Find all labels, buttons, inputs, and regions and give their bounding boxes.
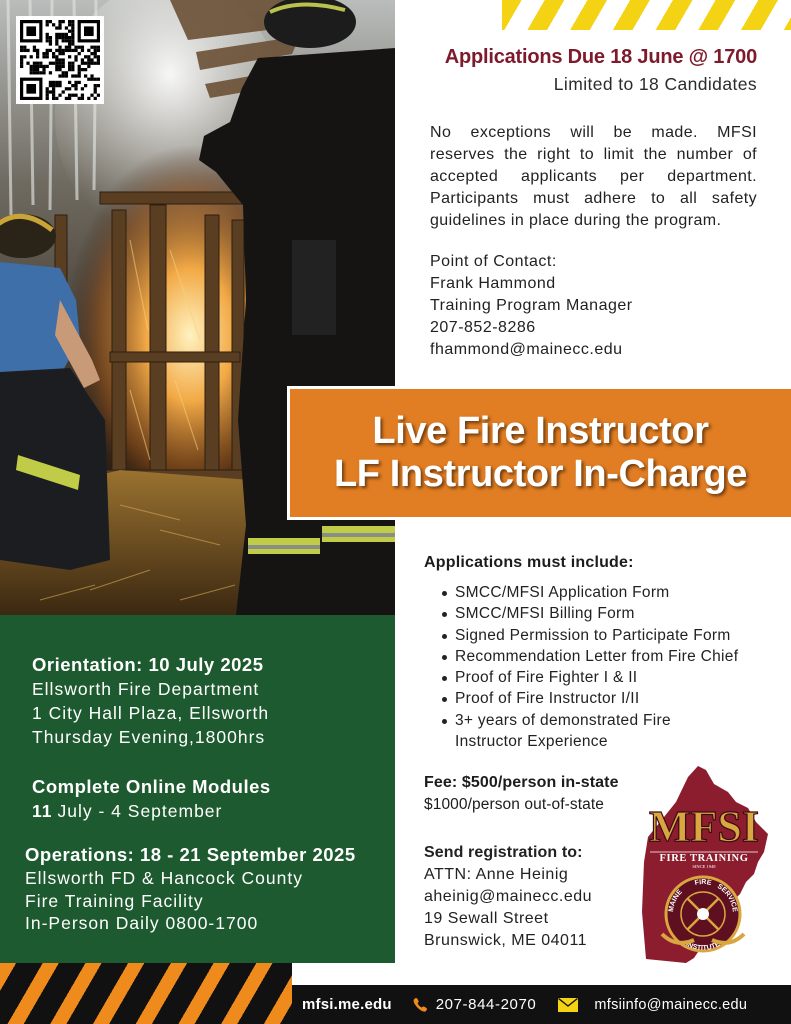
course-title-banner <box>287 386 791 520</box>
candidate-limit: Limited to 18 Candidates <box>553 74 757 94</box>
list-item: Proof of Fire Fighter I & II <box>440 667 764 688</box>
operations-line: Ellsworth FD & Hancock County <box>25 868 303 888</box>
application-requirements <box>424 552 764 752</box>
list-item: Recommendation Letter from Fire Chief <box>440 646 764 667</box>
emblem-ring-text: FIRE <box>694 878 712 887</box>
website-link[interactable]: mfsi.me.edu <box>302 996 392 1013</box>
envelope-icon <box>558 998 578 1012</box>
course-subtitle: LF Instructor In-Charge <box>333 453 748 495</box>
orientation-line: Ellsworth Fire Department <box>32 679 260 699</box>
logo-name: MFSI <box>649 802 759 851</box>
notice-line: Participants must adhere to all safety <box>430 190 757 207</box>
contact-name: Frank Hammond <box>430 275 556 292</box>
emblem-ring-text: SERVICE <box>715 883 738 913</box>
online-modules-block <box>32 775 271 823</box>
notice-line: No exceptions will be made. MFSI <box>430 124 757 141</box>
operations-line: In-Person Daily 0800-1700 <box>25 913 259 933</box>
emblem-ring-text: INSTITUTE <box>684 940 722 953</box>
online-modules-dates <box>32 799 271 823</box>
application-deadline: Applications Due 18 June @ 1700 <box>444 46 757 68</box>
online-modules-heading: Complete Online Modules <box>32 776 271 797</box>
maine-state-logo <box>636 762 776 967</box>
orientation-heading: Orientation: 10 July 2025 <box>32 654 264 675</box>
notice-line: reserves the right to limit the number of <box>430 146 757 163</box>
fee-block <box>424 772 619 816</box>
notice-paragraph <box>430 122 757 232</box>
firefighter-training-photo <box>0 0 395 615</box>
contact-label: Point of Contact: <box>430 253 557 270</box>
requirements-list <box>440 582 764 752</box>
notice-line: accepted applicants per department. <box>430 168 757 185</box>
registration-heading: Send registration to: <box>424 844 583 861</box>
orientation-line: Thursday Evening,1800hrs <box>32 727 266 747</box>
list-item: Signed Permission to Participate Form <box>440 625 764 646</box>
phone-icon <box>412 997 428 1013</box>
top-hazard-stripes <box>502 0 791 30</box>
point-of-contact <box>430 251 633 361</box>
contact-email-link[interactable]: fhammond@mainecc.edu <box>430 341 623 358</box>
logo-subtitle: FIRE TRAINING <box>659 853 749 864</box>
modules-start-day: 11 <box>32 801 53 821</box>
course-title: Live Fire Instructor <box>372 410 709 452</box>
orientation-line: 1 City Hall Plaza, Ellsworth <box>32 703 270 723</box>
operations-heading: Operations: 18 - 21 September 2025 <box>25 844 356 865</box>
registration-email-link[interactable]: aheinig@mainecc.edu <box>424 888 593 905</box>
modules-date-range: July - 4 September <box>57 801 223 821</box>
registration-attn: ATTN: Anne Heinig <box>424 866 569 883</box>
operations-line: Fire Training Facility <box>25 890 204 911</box>
qr-code-pattern <box>20 20 100 100</box>
emblem-ring-text: MAINE <box>667 888 684 913</box>
registration-street: 19 Sewall Street <box>424 910 549 927</box>
contact-phone-link[interactable]: 207-852-8286 <box>430 319 536 336</box>
mfsi-logo <box>636 762 776 967</box>
registration-address <box>424 842 592 952</box>
fee-in-state: Fee: $500/person in-state <box>424 774 619 791</box>
bottom-hazard-stripes <box>0 963 292 1024</box>
qr-code <box>16 16 104 104</box>
notice-line: guidelines in place during the program. <box>430 212 722 229</box>
orientation-block <box>32 653 269 749</box>
operations-block <box>25 843 356 935</box>
svg-text:FIRE <box>694 879 712 887</box>
list-item: Proof of Fire Instructor I/II <box>440 688 764 709</box>
email-link[interactable]: mfsiinfo@mainecc.edu <box>594 996 748 1013</box>
fee-out-of-state: $1000/person out-of-state <box>424 796 605 813</box>
requirements-heading: Applications must include: <box>424 554 634 571</box>
contact-title: Training Program Manager <box>430 297 633 314</box>
list-item: SMCC/MFSI Application Form <box>440 582 764 603</box>
list-item: SMCC/MFSI Billing Form <box>440 603 764 624</box>
phone-link[interactable]: 207-844-2070 <box>435 996 537 1013</box>
list-item: 3+ years of demonstrated Fire Instructor Experience <box>440 710 700 753</box>
footer-bar <box>292 985 791 1024</box>
logo-since: SINCE 1948 <box>692 864 716 869</box>
registration-city: Brunswick, ME 04011 <box>424 932 588 949</box>
